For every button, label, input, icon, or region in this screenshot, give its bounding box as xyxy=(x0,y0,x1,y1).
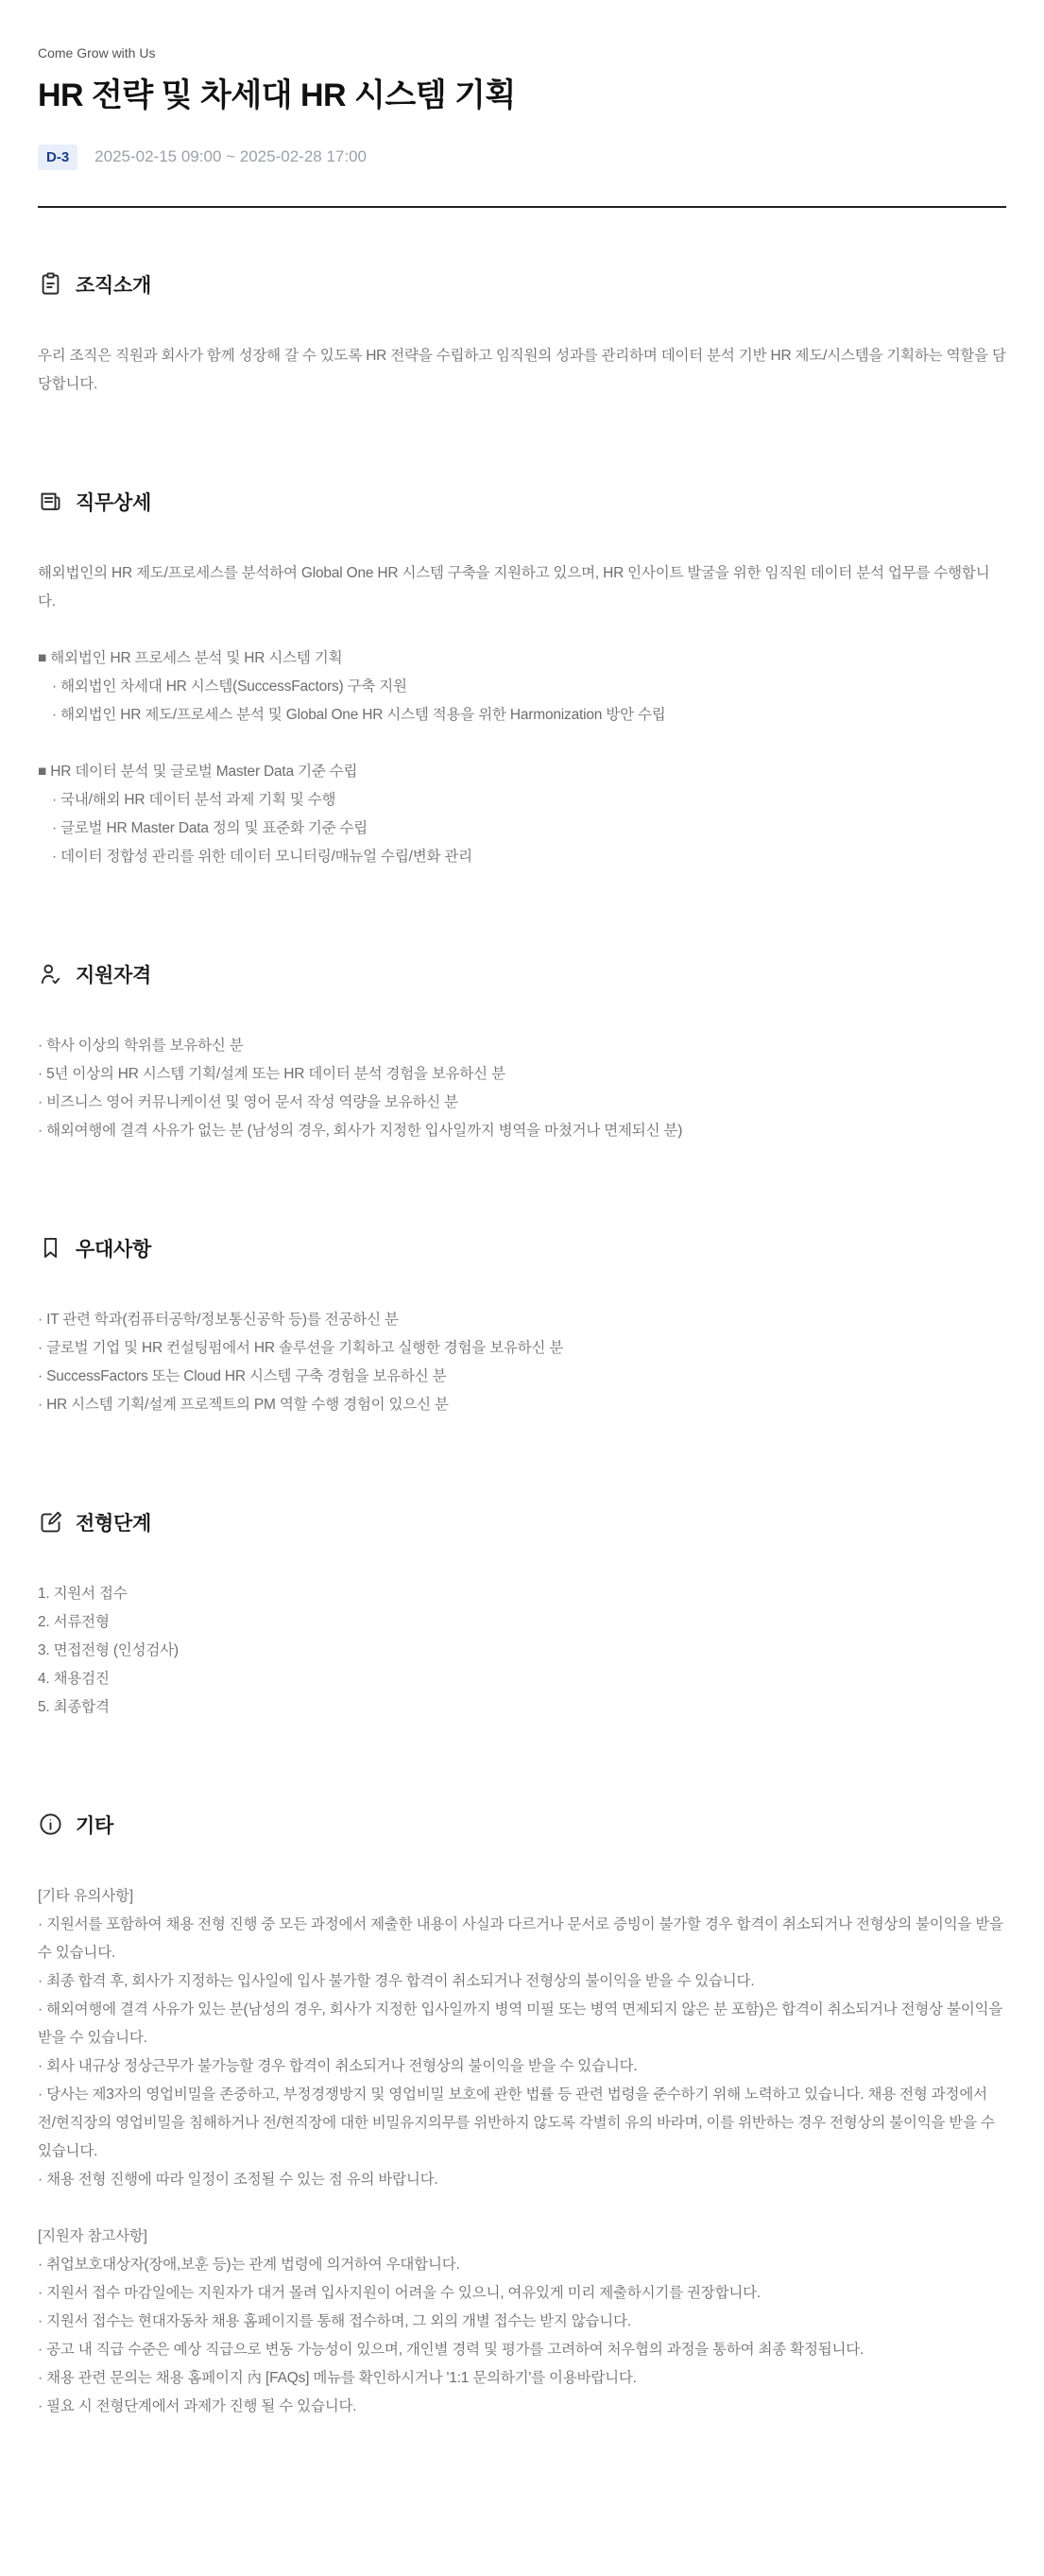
job-group-items xyxy=(38,786,1006,871)
preferred-item: · HR 시스템 기획/설계 프로젝트의 PM 역할 수행 경험이 있으신 분 xyxy=(38,1396,449,1413)
etc-note: · 회사 내규상 정상근무가 불가능할 경우 합격이 취소되거나 전형상의 불이익을 받을 수 있습니다. xyxy=(38,2057,638,2074)
etc-note: · 해외여행에 결격 사유가 있는 분(남성의 경우, 회사가 지정한 입사일까지 병역 미필 또는 병역 면제되지 않은 분 포함)은 합격이 취소되거나 전형상 불이익을 받을 수 있습니다. xyxy=(38,2001,1003,2046)
application-period: 2025-02-15 09:00 ~ 2025-02-28 17:00 xyxy=(94,147,367,165)
etc-ref: · 지원서 접수는 현대자동차 채용 홈페이지를 통해 접수하며, 그 외의 개별 접수는 받지 않습니다. xyxy=(38,2312,631,2329)
section-etc xyxy=(38,1811,1006,2421)
etc-ref: · 공고 내 직급 수준은 예상 직급으로 변동 가능성이 있으며, 개인별 경력 및 평가를 고려하여 처우협의 과정을 통하여 최종 확정됩니다. xyxy=(38,2341,864,2358)
job-group-item: · 국내/해외 HR 데이터 분석 과제 기획 및 수행 xyxy=(52,791,336,808)
qualification-list xyxy=(38,1032,1006,1145)
posting-meta xyxy=(38,145,1006,170)
edit-icon xyxy=(38,1509,63,1535)
qualification-item: · 해외여행에 결격 사유가 없는 분 (남성의 경우, 회사가 지정한 입사일까지 병역을 마쳤거나 면제되신 분) xyxy=(38,1122,683,1139)
section-header xyxy=(38,960,1006,988)
etc-refs-block xyxy=(38,2223,1006,2421)
job-group-1 xyxy=(38,644,1006,730)
section-title-job: 직무상세 xyxy=(76,491,151,514)
etc-note: · 지원서를 포함하여 채용 전형 진행 중 모든 과정에서 제출한 내용이 사실과 다르거나 문서로 증빙이 불가할 경우 합격이 취소되거나 전형상의 불이익을 받을 수 있습니다. xyxy=(38,1915,1003,1961)
etc-note: · 최종 합격 후, 회사가 지정하는 입사일에 입사 불가할 경우 합격이 취소되거나 전형상의 불이익을 받을 수 있습니다. xyxy=(38,1972,755,1989)
stage-step: 1. 지원서 접수 xyxy=(38,1585,128,1602)
section-org-intro xyxy=(38,270,1006,399)
etc-ref: · 지원서 접수 마감일에는 지원자가 대거 몰려 입사지원이 어려울 수 있으니, 여유있게 미리 제출하시기를 권장합니다. xyxy=(38,2284,761,2301)
clipboard-icon xyxy=(38,271,63,297)
job-group-items xyxy=(38,673,1006,730)
bookmark-icon xyxy=(38,1235,63,1261)
etc-note: · 당사는 제3자의 영업비밀을 존중하고, 부정경쟁방지 및 영업비밀 보호에 관한 법률 등 관련 법령을 준수하기 위해 노력하고 있습니다. 채용 전형 과정에서 전/현직장의 영업비밀을 침해하거나 전/현직장에 대한 비밀유지의무를 위반하지 않도록 각별히 유의 바라며, 이를 위반하는 경우 전형상의 불이익을 받을 수 있습니다. xyxy=(38,2086,995,2159)
page-title: HR 전략 및 차세대 HR 시스템 기획 xyxy=(38,77,516,113)
job-group-item: · 글로벌 HR Master Data 정의 및 표준화 기준 수립 xyxy=(52,819,368,836)
job-group-item: · 해외법인 HR 제도/프로세스 분석 및 Global One HR 시스템 적용을 위한 Harmonization 방안 수립 xyxy=(52,706,666,723)
header-divider xyxy=(38,206,1006,208)
preferred-item: · SuccessFactors 또는 Cloud HR 시스템 구축 경험을 보유하신 분 xyxy=(38,1367,447,1384)
section-job-detail xyxy=(38,488,1006,871)
qualification-item: · 학사 이상의 학위를 보유하신 분 xyxy=(38,1037,244,1054)
section-header xyxy=(38,270,1006,299)
section-title-etc: 기타 xyxy=(76,1814,113,1837)
preferred-item: · IT 관련 학과(컴퓨터공학/정보통신공학 등)를 전공하신 분 xyxy=(38,1311,399,1328)
qualification-item: · 비즈니스 영어 커뮤니케이션 및 영어 문서 작성 역량을 보유하신 분 xyxy=(38,1093,458,1110)
section-preferred xyxy=(38,1234,1006,1419)
etc-ref: · 채용 관련 문의는 채용 홈페이지 內 [FAQs] 메뉴를 확인하시거나 '1:1 문의하기'를 이용바랍니다. xyxy=(38,2369,637,2386)
job-group-item: · 해외법인 차세대 HR 시스템(SuccessFactors) 구축 지원 xyxy=(52,678,407,695)
job-detail-intro: 해외법인의 HR 제도/프로세스를 분석하여 Global One HR 시스템 구축을 지원하고 있으며, HR 인사이트 발굴을 위한 임직원 데이터 분석 업무를 수행합니다. xyxy=(38,564,990,610)
info-icon xyxy=(38,1812,63,1837)
section-header xyxy=(38,1508,1006,1537)
section-title-pref: 우대사항 xyxy=(76,1238,151,1261)
section-title-stages: 전형단계 xyxy=(76,1512,151,1535)
preferred-list xyxy=(38,1306,1006,1419)
section-header xyxy=(38,1811,1006,1839)
org-intro-body: 우리 조직은 직원과 회사가 함께 성장해 갈 수 있도록 HR 전략을 수립하고 임직원의 성과를 관리하며 데이터 분석 기반 HR 제도/시스템을 기획하는 역할을 담당합니다. xyxy=(38,347,1006,392)
dday-badge: D-3 xyxy=(38,145,77,170)
stage-step: 5. 최종합격 xyxy=(38,1698,110,1715)
etc-ref: · 취업보호대상자(장애,보훈 등)는 관계 법령에 의거하여 우대합니다. xyxy=(38,2256,460,2273)
section-header xyxy=(38,1234,1006,1262)
job-group-heading: ■ 해외법인 HR 프로세스 분석 및 HR 시스템 기획 xyxy=(38,649,343,666)
stage-list xyxy=(38,1580,1006,1722)
job-group-heading: ■ HR 데이터 분석 및 글로벌 Master Data 기준 수립 xyxy=(38,763,358,780)
etc-note: · 채용 전형 진행에 따라 일정이 조정될 수 있는 점 유의 바랍니다. xyxy=(38,2171,438,2188)
job-group-2 xyxy=(38,758,1006,871)
etc-notes-heading: [기타 유의사항] xyxy=(38,1887,133,1904)
stage-step: 2. 서류전형 xyxy=(38,1613,110,1630)
etc-refs-heading: [지원자 참고사항] xyxy=(38,2227,147,2244)
job-group-item: · 데이터 정합성 관리를 위한 데이터 모니터링/매뉴얼 수립/변화 관리 xyxy=(52,848,472,865)
stage-step: 3. 면접전형 (인성검사) xyxy=(38,1641,179,1658)
stage-step: 4. 채용검진 xyxy=(38,1670,110,1687)
section-stages xyxy=(38,1508,1006,1722)
eyebrow-text: Come Grow with Us xyxy=(38,45,156,60)
block-spacer xyxy=(38,2194,1006,2223)
etc-ref: · 필요 시 전형단계에서 과제가 진행 될 수 있습니다. xyxy=(38,2397,357,2414)
etc-notes-block xyxy=(38,1882,1006,2194)
section-qualifications xyxy=(38,960,1006,1145)
section-title-qual: 지원자격 xyxy=(76,964,151,987)
section-header xyxy=(38,488,1006,516)
section-title-org: 조직소개 xyxy=(76,274,151,297)
preferred-item: · 글로벌 기업 및 HR 컨설팅펌에서 HR 솔루션을 기획하고 실행한 경험을 보유하신 분 xyxy=(38,1339,564,1356)
document-icon xyxy=(38,489,63,514)
qualification-item: · 5년 이상의 HR 시스템 기획/설계 또는 HR 데이터 분석 경험을 보유하신 분 xyxy=(38,1065,505,1082)
person-check-icon xyxy=(38,961,63,987)
